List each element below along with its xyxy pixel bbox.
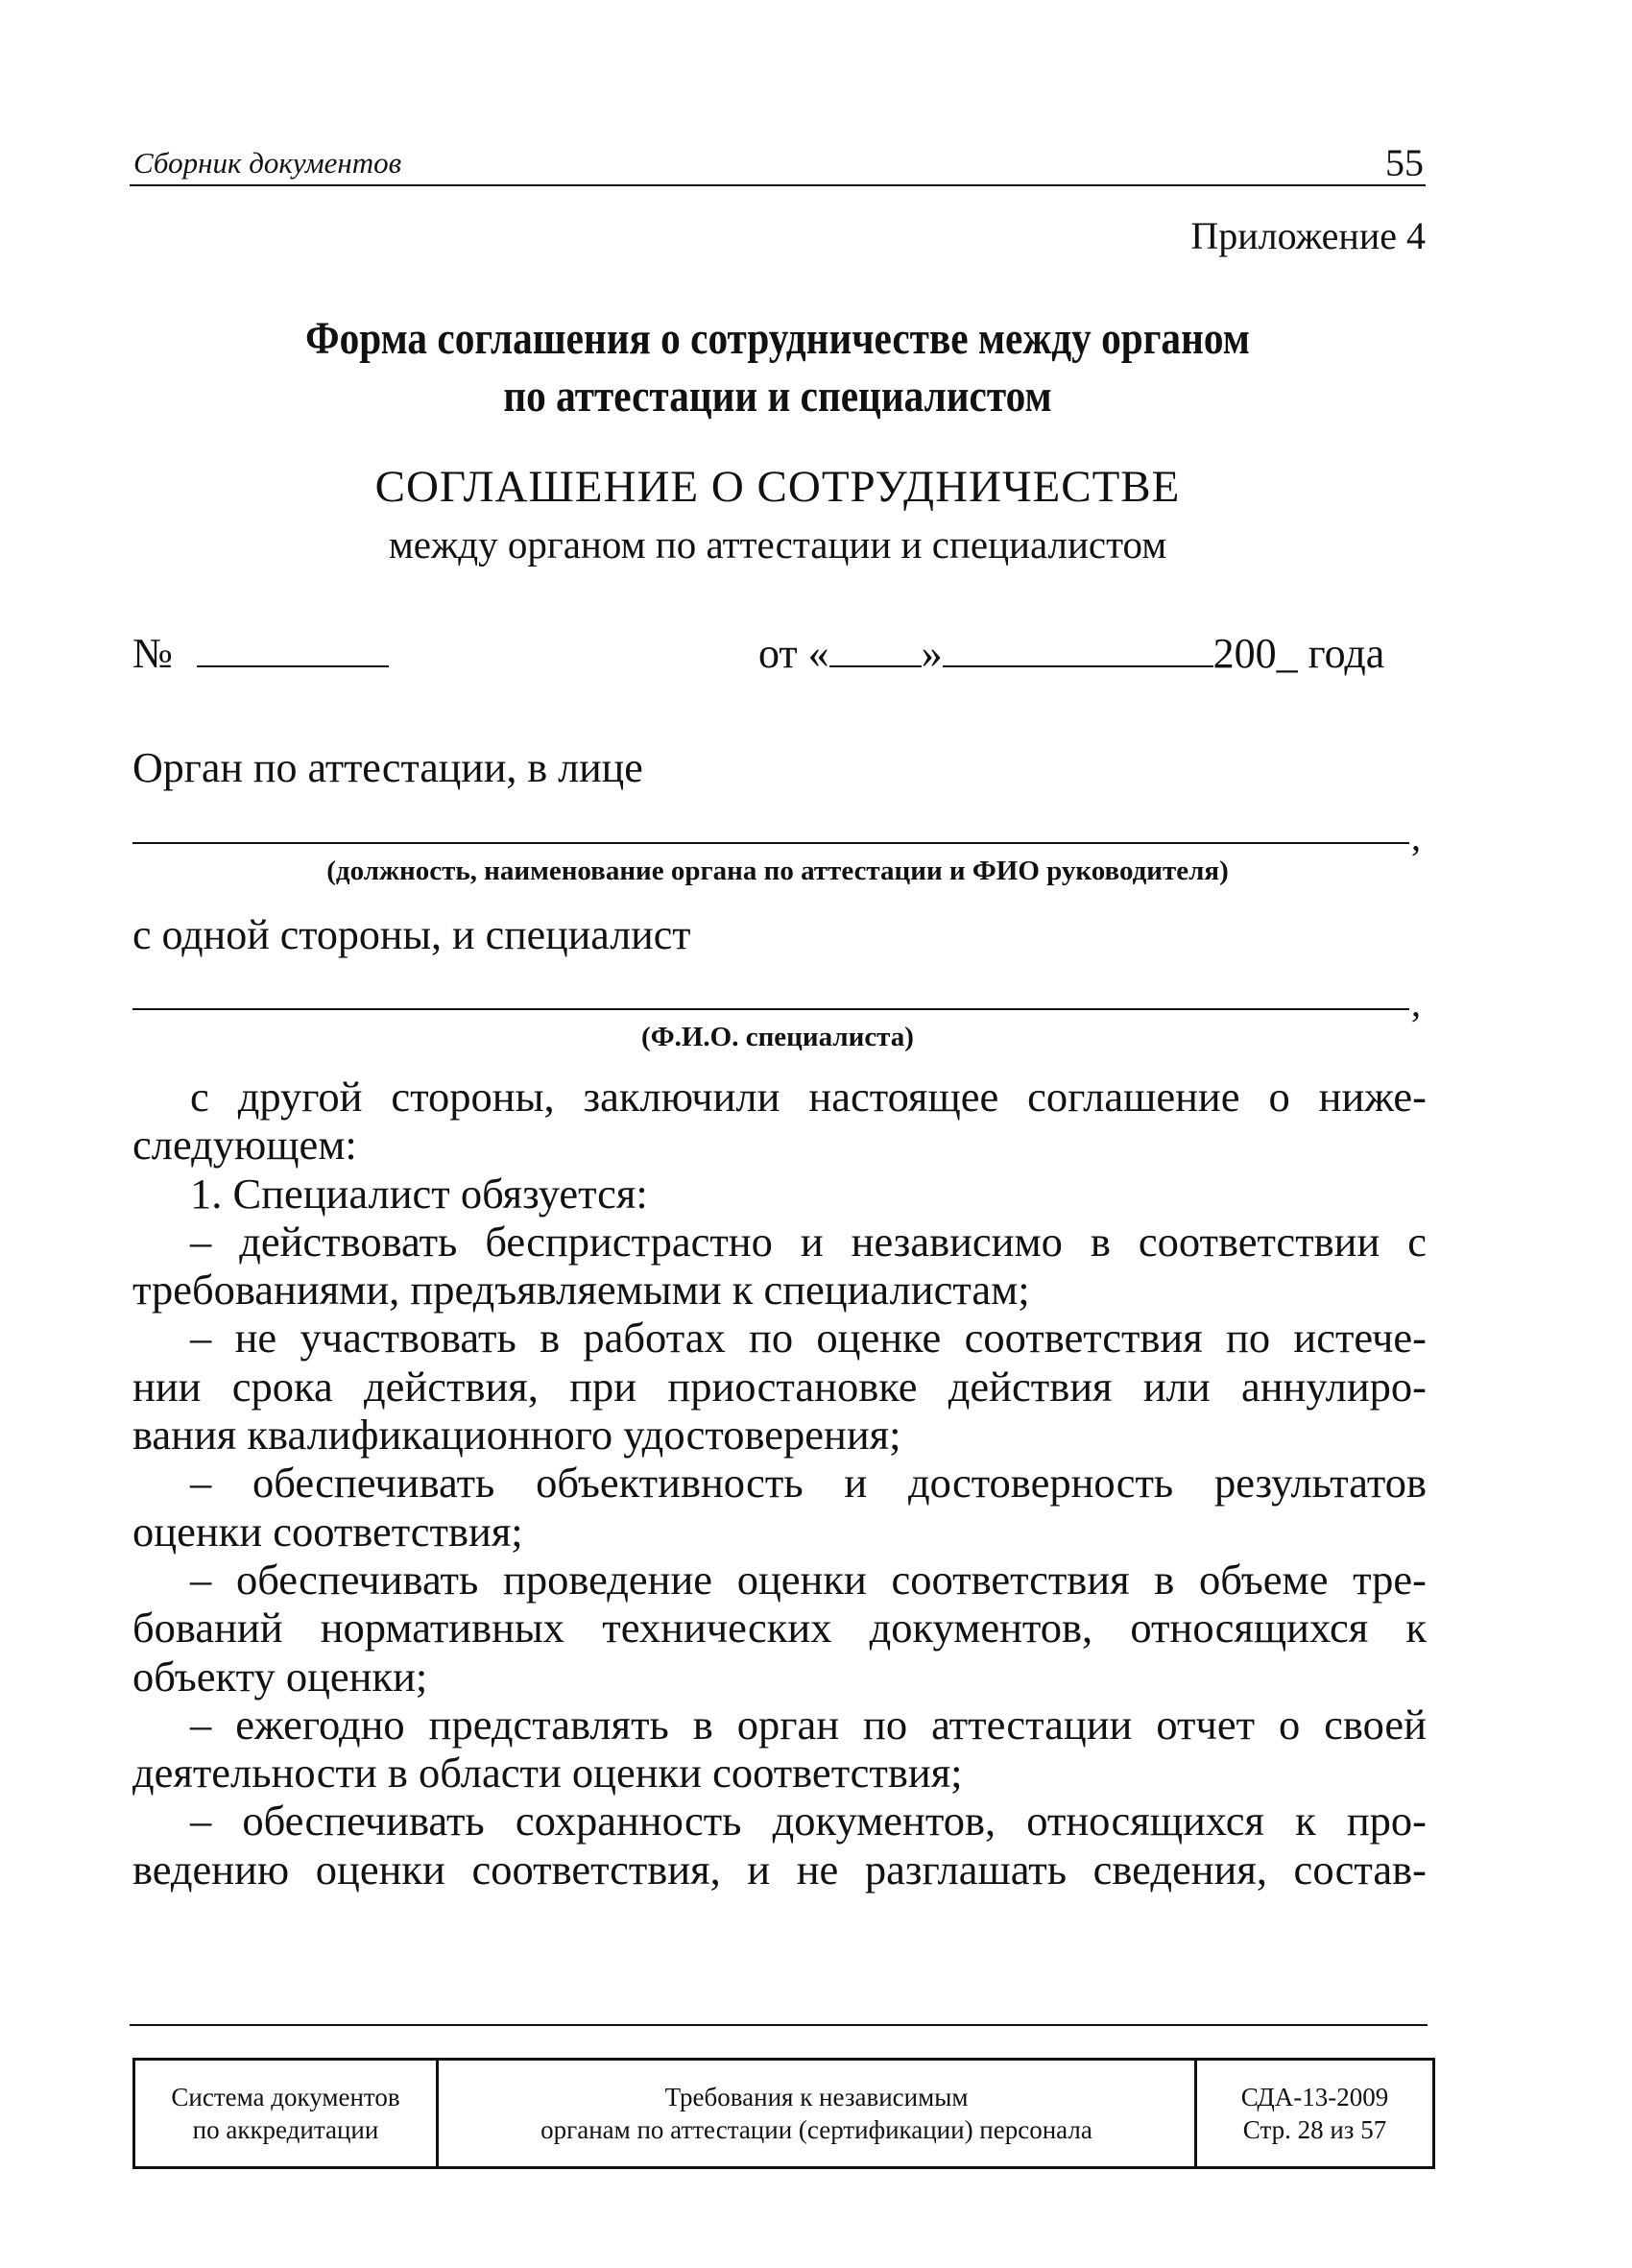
footer-requirements-line-1: Требования к независимым [664,2083,969,2111]
day-blank [829,629,922,667]
body-line: – обеспечивать сохранность документов, относящихся к про- [190,1797,1427,1846]
footer-requirements-cell [438,2060,1196,2168]
date-from-label: от « [758,630,829,677]
footer-code-cell [1196,2060,1434,2168]
comma: , [1411,815,1421,858]
body-line: – обеспечивать проведение оценки соответствия в объеме тре- [190,1555,1427,1604]
body-intro: Орган по аттестации, в лице [132,744,643,791]
form-title-line-2: по аттестации и специалистом [503,371,1052,422]
body-line: объекту оценки; [132,1652,428,1701]
body-line: 1. Специалист обязуется: [190,1169,648,1218]
bottom-rule [130,2024,1428,2026]
footer-document-code: СДА-13-2009 [1240,2083,1389,2111]
body-line: следующем: [132,1121,357,1170]
agreement-heading: СОГЛАШЕНИЕ О СОТРУДНИЧЕСТВЕ [374,462,1181,512]
date-quote-close: » [921,630,943,677]
body-line: требованиями, предъявляемыми к специалистам; [132,1266,1030,1315]
running-header [130,141,1426,186]
collection-title: Сборник документов [133,146,402,180]
footer-page-count: Стр. 28 из 57 [1242,2115,1387,2144]
body-caption: (должность, наименование органа по аттестации и ФИО руководителя) [326,856,1229,886]
body-line: – действовать беспристрастно и независимо в соответствии с [190,1217,1427,1266]
body-line: оценки соответствия; [132,1507,523,1556]
body-line: нии срока действия, при приостановке действия или аннулиро- [132,1362,1427,1411]
body-line: ведению оценки соответствия, и не разглашать сведения, состав- [132,1845,1427,1894]
body-line: – ежегодно представлять в орган по аттестации отчет о своей [190,1700,1427,1749]
footer-system-line-2: по аккредитации [192,2115,379,2144]
body-blank-line [132,842,1409,844]
number-label: № [132,630,173,677]
specialist-caption: (Ф.И.О. специалиста) [641,1022,914,1052]
number-field [132,629,389,678]
page-number: 55 [1385,141,1424,184]
footer-system-cell [134,2060,438,2168]
year-text: 200_ года [1212,630,1385,677]
specialist-blank-line [132,1008,1409,1010]
body-line: с другой стороны, заключили настоящее соглашение о ниже- [190,1073,1427,1121]
footer-table [132,2058,1435,2169]
footer-system-line-1: Система документов [171,2083,400,2111]
body-line: бований нормативных технических документов, относящихся к [132,1604,1427,1653]
agreement-subheading: между органом по аттестации и специалистом [388,522,1167,567]
body-line: деятельности в области оценки соответствия; [132,1749,963,1798]
body-line: вания квалификационного удостоверения; [132,1411,901,1460]
month-blank [943,629,1213,667]
comma: , [1411,981,1421,1025]
agreement-body [132,1073,1427,1894]
body-line: – не участвовать в работах по оценке соответствия по истече- [190,1314,1427,1363]
date-field [758,629,1384,678]
specialist-intro: с одной стороны, и специалист [132,911,691,958]
footer-requirements-line-2: органам по аттестации (сертификации) персонала [540,2115,1092,2144]
number-blank [197,629,389,667]
form-title-line-1: Форма соглашения о сотрудничестве между органом [305,313,1250,364]
appendix-label: Приложение 4 [1190,214,1426,257]
body-line: – обеспечивать объективность и достоверность результатов [190,1459,1427,1508]
